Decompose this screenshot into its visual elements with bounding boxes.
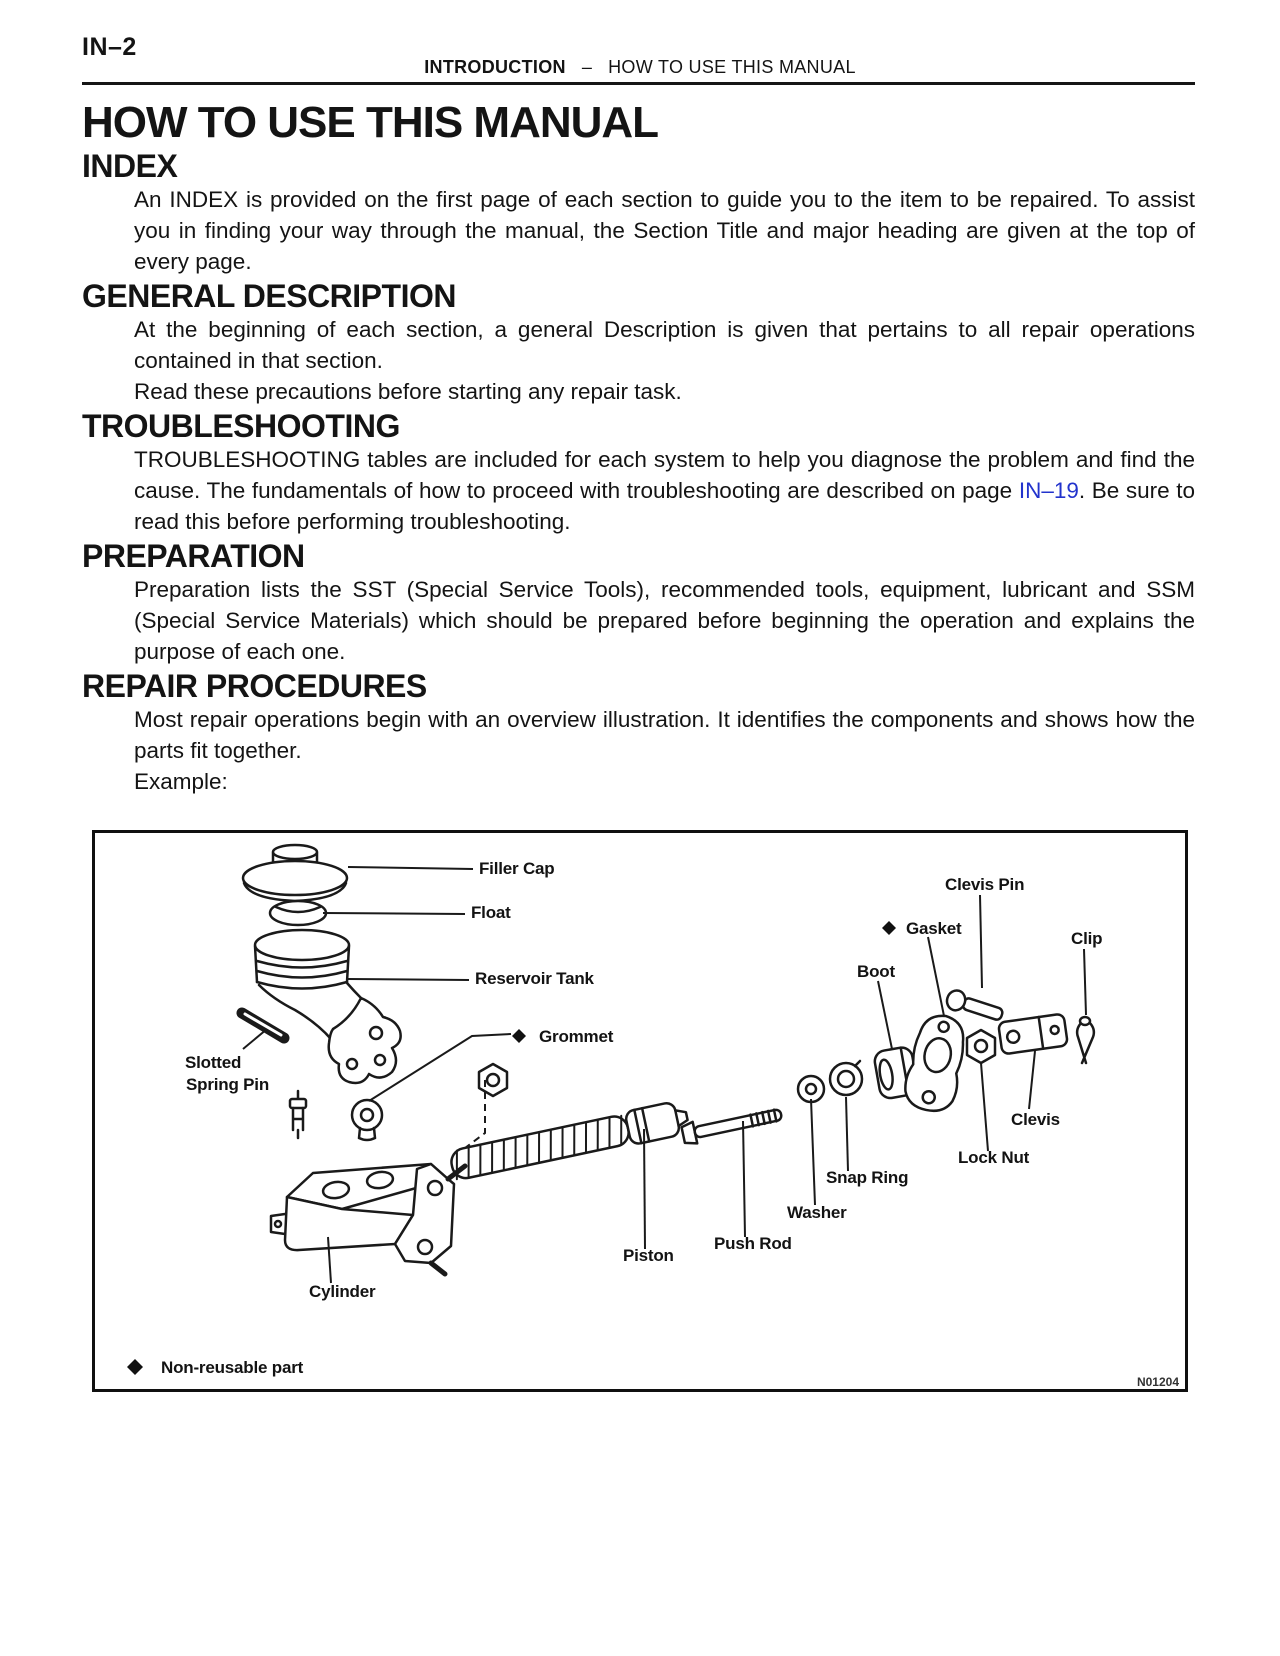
leader-line (846, 1097, 848, 1171)
diagram-label-washer: Washer (787, 1203, 847, 1222)
paragraph: At the beginning of each section, a general Description is given that pertains to all repair operations contained in that section. (134, 317, 1195, 373)
diagram-label-piston: Piston (623, 1246, 674, 1265)
diagram-parts (242, 845, 1094, 1274)
paragraph: TROUBLESHOOTING tables are included for each system to help you diagnose the problem and find the cause. The fundamentals of how to proceed with troubleshooting are described on page IN–19. Be sure to read this before performing troubleshooting. (134, 447, 1195, 534)
paragraph: An INDEX is provided on the first page of each section to guide you to the item to be repaired. To assist you in finding your way through the manual, the Section Title and major heading are given at the top of every page. (134, 187, 1195, 274)
sections-container (82, 149, 1195, 797)
section-heading-troubleshooting: TROUBLESHOOTING (82, 408, 400, 444)
overview-illustration (92, 830, 1188, 1392)
diagram-label-slotted-spring-pin: Slotted (185, 1053, 242, 1072)
leader-line (811, 1099, 815, 1205)
leader-line (928, 937, 944, 1016)
washer-part (798, 1076, 824, 1102)
running-header-separator: – (581, 57, 593, 77)
float-part (270, 901, 326, 925)
running-header-section: INTRODUCTION (424, 57, 566, 77)
diagram-label-clevis-pin: Clevis Pin (945, 875, 1025, 894)
section-heading-index: INDEX (82, 148, 178, 184)
legend-label: Non-reusable part (161, 1358, 304, 1377)
leader-line (1084, 949, 1086, 1015)
section-heading-general-description: GENERAL DESCRIPTION (82, 278, 456, 314)
reservoir-tank-part (255, 930, 401, 1083)
diagram-label-gasket: Gasket (906, 919, 962, 938)
diagram-label-grommet: Grommet (539, 1027, 614, 1046)
page-title: HOW TO USE THIS MANUAL (82, 98, 659, 147)
diagram-label-cylinder: Cylinder (309, 1282, 376, 1301)
slotted-spring-pin-part (242, 1013, 284, 1038)
paragraph: Most repair operations begin with an overview illustration. It identifies the components and shows how the parts fit together. (134, 707, 1195, 763)
header-rule (82, 82, 1195, 85)
running-header (0, 57, 1280, 78)
lock-nut-part (967, 1030, 995, 1063)
paragraph: Preparation lists the SST (Special Service Tools), recommended tools, equipment, lubricant and SSM (Special Service Materials) which should be prepared before beginning the operation and explains the purpose of each one. (134, 577, 1195, 664)
snap-ring-part (830, 1061, 862, 1095)
section-heading-repair-procedures: REPAIR PROCEDURES (82, 668, 427, 704)
legend-diamond-icon (127, 1359, 143, 1375)
diagram-label-reservoir-tank: Reservoir Tank (475, 969, 594, 988)
leader-line (243, 1029, 267, 1049)
grommet-part (352, 1100, 382, 1140)
filler-cap-part (243, 845, 347, 901)
non-reusable-diamond-icon (882, 921, 896, 935)
page-reference-link[interactable]: IN–19 (1018, 478, 1079, 503)
diagram-label-lock-nut: Lock Nut (958, 1148, 1030, 1167)
diagram-label-clip: Clip (1071, 929, 1103, 948)
clip-part (1077, 1017, 1094, 1063)
leader-line (644, 1129, 645, 1249)
diagram-label-push-rod: Push Rod (714, 1234, 792, 1253)
diagram-label-snap-ring: Snap Ring (826, 1168, 909, 1187)
push-rod-part (681, 1104, 783, 1146)
leader-line (743, 1121, 745, 1237)
leader-line (981, 1063, 988, 1151)
figure-code: N01204 (1136, 1375, 1179, 1389)
leader-line (980, 895, 982, 988)
diagram-label-float: Float (471, 903, 511, 922)
diagram-label-boot: Boot (857, 962, 895, 981)
running-header-title: HOW TO USE THIS MANUAL (608, 57, 856, 77)
non-reusable-diamond-icon (512, 1029, 526, 1043)
bleeder-valve-part (290, 1091, 306, 1138)
grommet-nut-part (479, 1064, 507, 1096)
leader-line (878, 981, 892, 1049)
clevis-part (998, 1014, 1068, 1055)
piston-spring-part (448, 1099, 690, 1182)
paragraph: Read these precautions before starting any repair task. (134, 379, 682, 404)
page-number: IN–2 (82, 33, 137, 61)
diagram-label-slotted-spring-pin-line2: Spring Pin (186, 1075, 270, 1094)
leader-line (348, 867, 473, 869)
leader-line (1029, 1051, 1035, 1109)
diagram-label-clevis: Clevis (1011, 1110, 1060, 1129)
paragraph: Example: (134, 769, 228, 794)
leader-line (348, 979, 469, 980)
section-heading-preparation: PREPARATION (82, 538, 305, 574)
cylinder-part (271, 1164, 465, 1274)
diagram-label-filler-cap: Filler Cap (479, 859, 555, 878)
exploded-diagram (95, 833, 1185, 1389)
leader-line (323, 913, 465, 914)
